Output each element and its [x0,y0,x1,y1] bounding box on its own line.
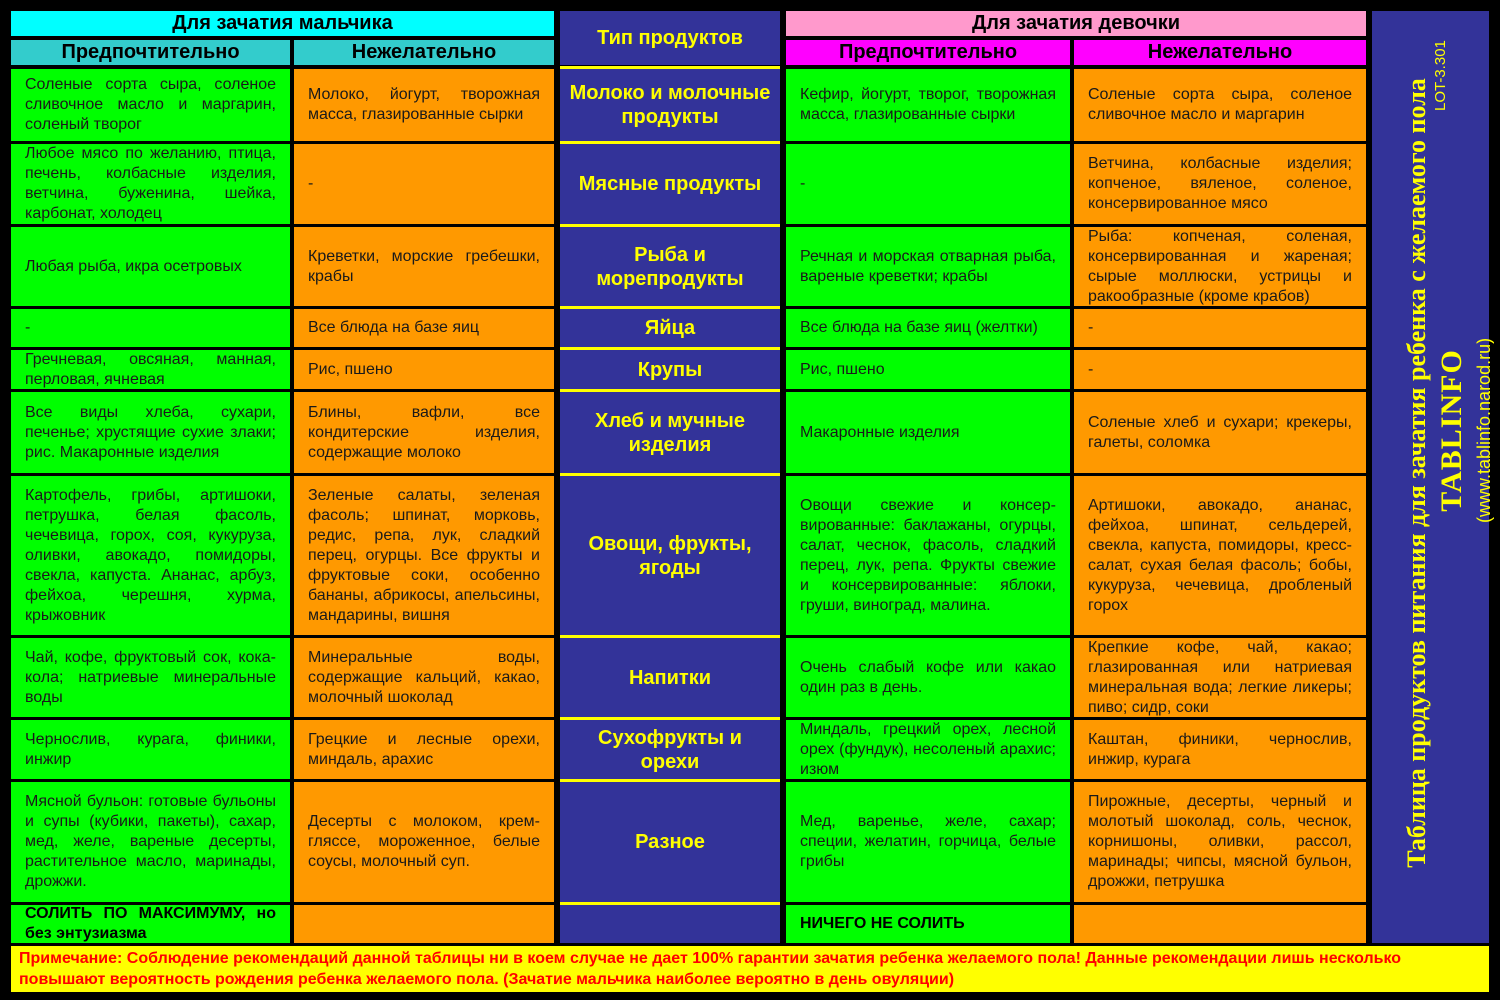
girl-preferred-header: Предпочтительно [786,40,1070,65]
cell-text: Зеленые салаты, зеленая фасоль; шпинат, морковь, редис, репа, лук, сладкий перец, огурцы. Все фрукты и фруктовые соки, особенно бананы, абрикосы, апельсины, мандарины, вишня [308,486,540,624]
cell-text: Крепкие кофе, чай, какао; глазированная или натриевая минеральная вода; легкие ликеры; пиво; сидр, соки [1088,638,1352,716]
side-panel [1372,11,1494,943]
boy-undesirable-cell [294,720,554,779]
cell-text: НИЧЕГО НЕ СОЛИТЬ [800,915,965,932]
category-cell: Сухофрукты и орехи [560,720,780,779]
girl-preferred-cell [786,638,1070,717]
cell-text: Минеральные воды, содержащие кальций, какао, молочный шоколад [308,648,540,706]
cell-text: Все блюда на базе яиц (желтки) [800,319,1038,336]
girl-undesirable-cell [1074,638,1366,717]
cell-text: Все блюда на базе яиц [308,319,480,336]
cell-text: Кефир, йогурт, творог, творожная масса, глазированные сырки [800,86,1056,123]
category-cell: Овощи, фрукты, ягоды [560,476,780,635]
footnote: Примечание: Соблюдение рекомендаций данной таблицы ни в коем случае не дает 100% гарантии зачатия ребенка желаемого пола! Данные рекомендации лишь несколько повышают вероятность рождения ребенка желаемого пола. (Зачатие мальчика наиболее вероятно в день овуляции) [11,946,1489,992]
cell-text: Каштан, финики, чернослив, инжир, курага [1088,730,1352,768]
cell-text: Миндаль, грецкий орех, лесной орех (фундук), несоленый арахис; изюм [800,720,1056,778]
cell-text: Все виды хлеба, сухари, печенье; хрустящие сухие злаки; рис. Макаронные изделия [25,403,276,461]
girl-undesirable-cell [1074,392,1366,473]
boy-undesirable-header: Нежелательно [294,40,554,65]
cell-text: Грецкие и лесные орехи, миндаль, арахис [308,730,540,768]
cell-text: Рыба: копченая, соленая, консервированная и жареная; сырые моллюски, устрицы и ракообразные (кроме крабов) [1088,227,1352,305]
cell-text: - [1088,319,1094,336]
cell-text: - [1088,360,1094,378]
cell-text: - [800,175,806,192]
boy-preferred-cell [11,720,290,779]
boy-preferred-cell [11,227,290,306]
side-vertical-title [1401,43,1500,903]
category-cell: Разное [560,782,780,902]
cell-text: Пирожные, десерты, черный и молотый шоколад, соль, чеснок, корнишоны, оливки, рассол, маринады; чипсы, мясной бульон, дрожжи, петрушка [1088,793,1352,890]
cell-text: Рис, пшено [308,360,393,378]
category-cell: Крупы [560,350,780,389]
cell-text: Макаронные изделия [800,423,960,441]
girl-undesirable-cell [1074,69,1366,141]
girl-undesirable-cell [1074,144,1366,224]
cell-text: Блины, вафли, все кондитерские изделия, содержащие молоко [308,403,540,461]
cell-text: Соленые сорта сыра, соленое сливочное масло и маргарин, соленый творог [25,76,276,133]
cell-text: - [308,175,314,192]
girl-preferred-cell [786,782,1070,902]
boy-header: Для зачатия мальчика [11,11,554,36]
girl-preferred-cell [786,309,1070,347]
girl-undesirable-cell [1074,350,1366,389]
cell-text: Соленые сорта сыра, соленое сливочное масло и маргарин [1088,86,1352,123]
cell-text: Любая рыба, икра осетровых [25,257,242,275]
cell-text: Ветчина, колбасные изделия; копченое, вяленое, соленое, консервированное мясо [1088,155,1352,212]
category-cell: Напитки [560,638,780,717]
category-cell: Хлеб и мучные изделия [560,392,780,473]
girl-undesirable-cell [1074,782,1366,902]
girl-undesirable-cell [1074,476,1366,635]
girl-undesirable-cell [1074,905,1366,943]
boy-preferred-header: Предпочтительно [11,40,290,65]
boy-undesirable-cell [294,69,554,141]
boy-preferred-cell [11,638,290,717]
cell-text: Любое мясо по желанию, птица, печень, колбасные изделия, ветчина, буженина, шейка, карбонат, холодец [25,145,276,222]
cell-text: Чернослив, курага, финики, инжир [25,730,276,768]
boy-preferred-cell [11,392,290,473]
cell-text: Очень слабый кофе или какао один раз в день. [800,658,1056,696]
cell-text: Гречневая, овсяная, манная, перловая, ячневая [25,350,276,388]
brand-logo: TABLINFO [1435,349,1468,512]
girl-undesirable-header: Нежелательно [1074,40,1366,65]
boy-undesirable-cell [294,350,554,389]
girl-preferred-cell [786,144,1070,224]
product-type-header: Тип продуктов [560,11,780,65]
girl-preferred-cell [786,350,1070,389]
cell-text: Речная и морская отварная рыба, вареные креветки; крабы [800,247,1056,285]
cell-text: Чай, кофе, фруктовый сок, кока-кола; натриевые минеральные воды [25,648,276,706]
boy-undesirable-cell [294,905,554,943]
category-cell: Рыба и морепродукты [560,227,780,306]
cell-text: Артишоки, авокадо, ананас, фейхоа, шпинат, сельдерей, свекла, капуста, помидоры, кресс-салат, сухая белая фасоль; бобы, кукуруза, чечевица, дробленый горох [1088,496,1352,614]
cell-text: Молоко, йогурт, творожная масса, глазированные сырки [308,86,540,123]
boy-preferred-cell [11,309,290,347]
boy-undesirable-cell [294,227,554,306]
boy-preferred-cell [11,69,290,141]
boy-undesirable-cell [294,392,554,473]
category-cell: Молоко и молочные продукты [560,69,780,141]
cell-text: СОЛИТЬ ПО МАКСИМУМУ, но без энтузиазма [25,905,276,942]
cell-text: Мясной бульон: готовые бульоны и супы (кубики, пакеты), сахар, мед, желе, вареные десерты, растительное масло, маринады, дрожжи. [25,793,276,890]
cell-text: Рис, пшено [800,360,885,378]
girl-preferred-cell [786,905,1070,943]
category-cell: Яйца [560,309,780,347]
boy-undesirable-cell [294,638,554,717]
side-title: Таблица продуктов питания для зачатия ребенка с желаемого пола [1402,78,1431,868]
girl-preferred-cell [786,227,1070,306]
doc-code: LOT-3.301 [1432,40,1449,111]
cell-text: Овощи свежие и консер-вированные: баклажаны, огурцы, салат, чеснок, фасоль, сладкий перец, лук, репа. Фрукты свежие и консервированные: яблоки, груши, виноград, малина. [800,496,1056,614]
girl-preferred-cell [786,392,1070,473]
cell-text: Мед, варенье, желе, сахар; специи, желатин, горчица, белые грибы [800,813,1056,870]
girl-undesirable-cell [1074,720,1366,779]
cell-text: Картофель, грибы, артишоки, петрушка, белая фасоль, чечевица, горох, соя, кукуруза, оливки, авокадо, помидоры, свекла, капуста. Ананас, арбуз, фейхоа, черешня, хурма, крыжовник [25,486,276,624]
cell-text: Десерты с молоком, крем-глясce, мороженное, белые соусы, молочный суп. [308,813,540,870]
cell-text: Креветки, морские гребешки, крабы [308,247,540,285]
category-cell: Мясные продукты [560,144,780,224]
girl-preferred-cell [786,720,1070,779]
boy-undesirable-cell [294,144,554,224]
girl-header: Для зачатия девочки [786,11,1366,36]
boy-preferred-cell [11,144,290,224]
boy-preferred-cell [11,782,290,902]
boy-preferred-cell [11,905,290,943]
site-url: (www.tablinfo.narod.ru) [1474,337,1494,523]
girl-preferred-cell [786,476,1070,635]
boy-undesirable-cell [294,309,554,347]
boy-undesirable-cell [294,782,554,902]
category-cell [560,905,780,943]
boy-undesirable-cell [294,476,554,635]
cell-text: Соленые хлеб и сухари; крекеры, галеты, соломка [1088,413,1352,451]
cell-text: - [25,319,31,336]
boy-preferred-cell [11,476,290,635]
girl-preferred-cell [786,69,1070,141]
girl-undesirable-cell [1074,309,1366,347]
boy-preferred-cell [11,350,290,389]
girl-undesirable-cell [1074,227,1366,306]
